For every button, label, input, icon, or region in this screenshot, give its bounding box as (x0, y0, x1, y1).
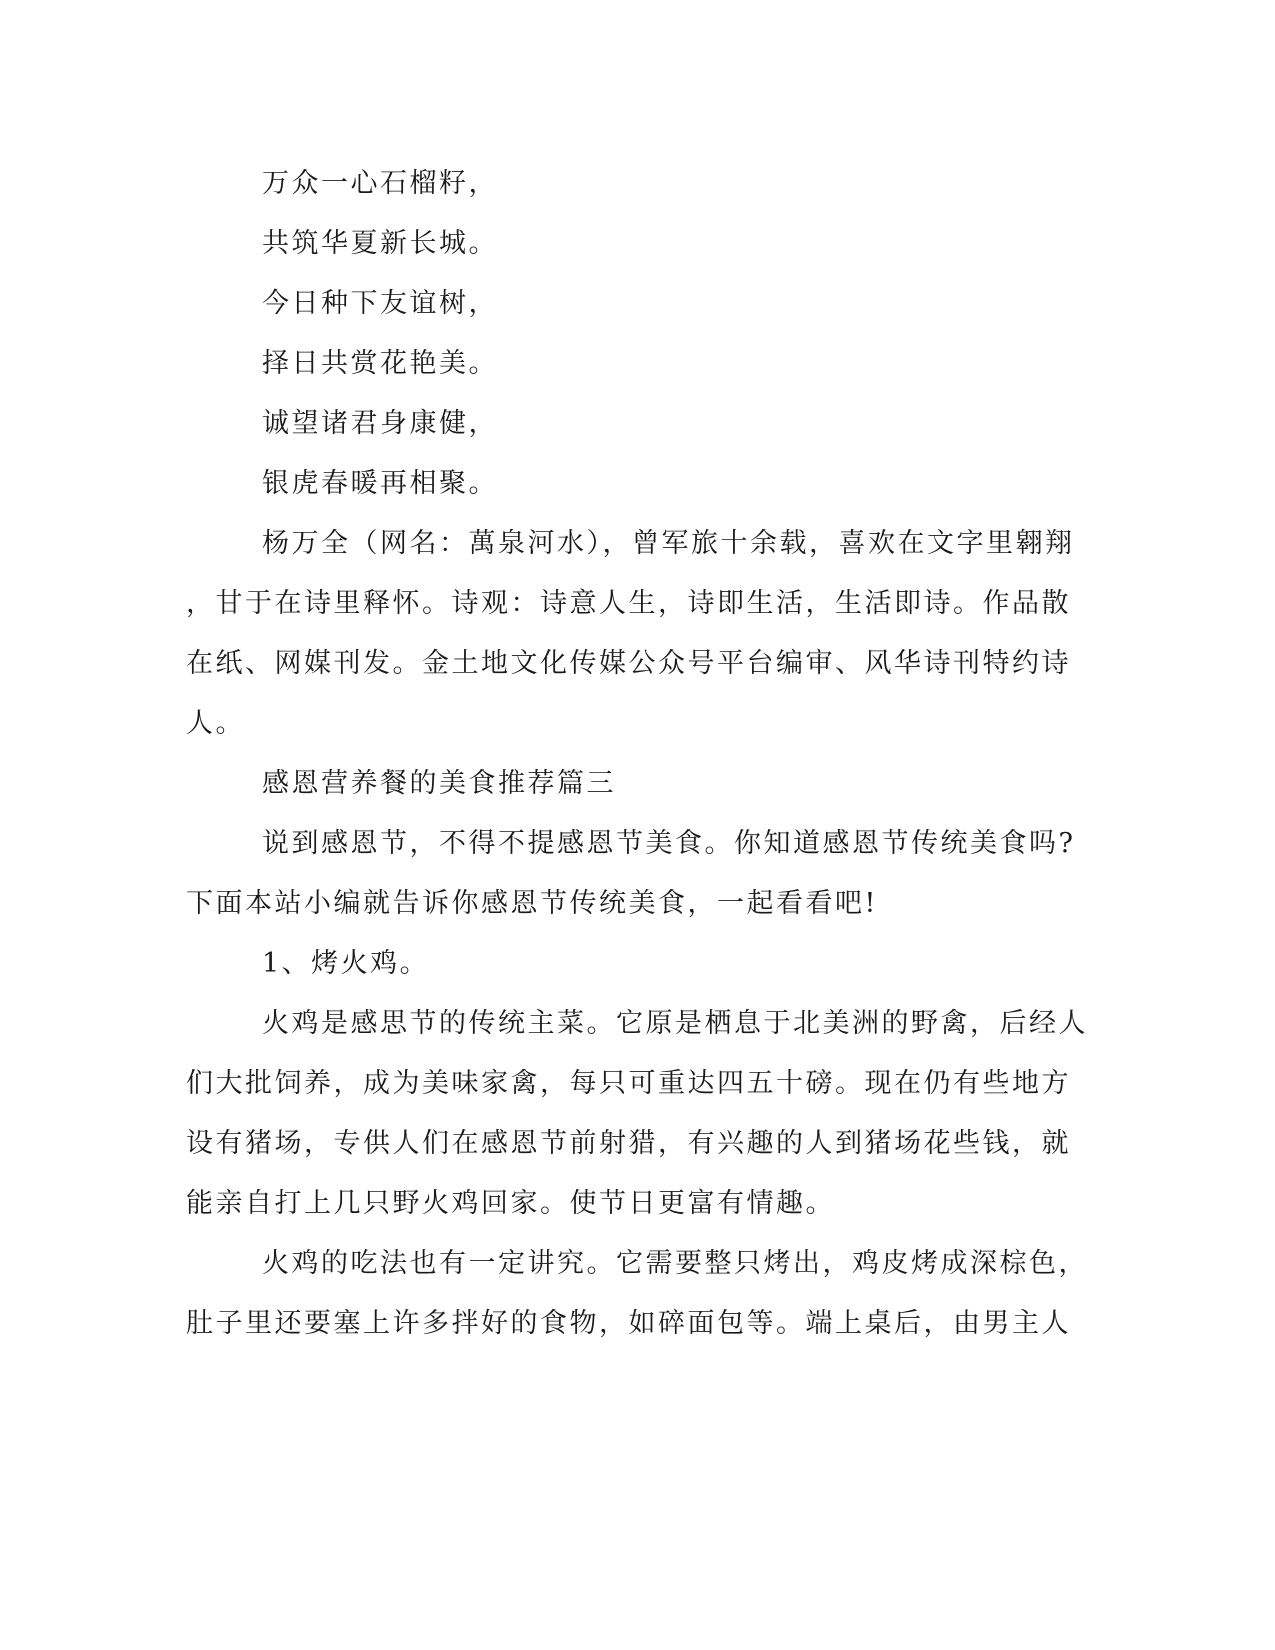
paragraph-line: 火鸡的吃法也有一定讲究。它需要整只烤出，鸡皮烤成深棕色， (262, 1248, 1088, 1279)
item-heading: 1、烤火鸡。 (262, 948, 430, 979)
bio-line: 杨万全（网名：萬泉河水），曾军旅十余载，喜欢在文字里翱翔 (262, 528, 1075, 559)
paragraph-line: 能亲自打上几只野火鸡回家。使节日更富有情趣。 (186, 1188, 835, 1219)
paragraph-line: 们大批饲养，成为美味家禽，每只可重达四五十磅。现在仍有些地方 (186, 1068, 1071, 1099)
paragraph-line: 肚子里还要塞上许多拌好的食物，如碎面包等。端上桌后，由男主人 (186, 1308, 1071, 1339)
intro-line: 下面本站小编就告诉你感恩节传统美食，一起看看吧! (186, 888, 878, 919)
author-bio (186, 514, 1075, 754)
paragraph-line: 设有猪场，专供人们在感恩节前射猎，有兴趣的人到猪场花些钱，就 (186, 1128, 1071, 1159)
intro-paragraph (186, 814, 1076, 934)
bio-line: 人。 (186, 708, 245, 739)
poem-line: 今日种下友谊树， (262, 288, 498, 319)
paragraph-turkey-eating (186, 1234, 1088, 1354)
document-body (186, 154, 1088, 1354)
intro-line: 说到感恩节，不得不提感恩节美食。你知道感恩节传统美食吗? (262, 828, 1076, 859)
poem-line: 诚望诸君身康健， (262, 408, 498, 439)
bio-line: 在纸、网媒刊发。金土地文化传媒公众号平台编审、风华诗刊特约诗 (186, 648, 1071, 679)
poem-line: 共筑华夏新长城。 (262, 228, 498, 259)
paragraph-line: 火鸡是感思节的传统主菜。它原是栖息于北美洲的野禽，后经人 (262, 1008, 1088, 1039)
poem-line: 择日共赏花艳美。 (262, 348, 498, 379)
section-heading: 感恩营养餐的美食推荐篇三 (262, 768, 616, 799)
poem-line: 银虎春暖再相聚。 (262, 468, 498, 499)
bio-line: ，甘于在诗里释怀。诗观：诗意人生，诗即生活，生活即诗。作品散 (186, 588, 1071, 619)
paragraph-turkey-origin (186, 994, 1088, 1234)
poem-line: 万众一心石榴籽， (262, 168, 498, 199)
